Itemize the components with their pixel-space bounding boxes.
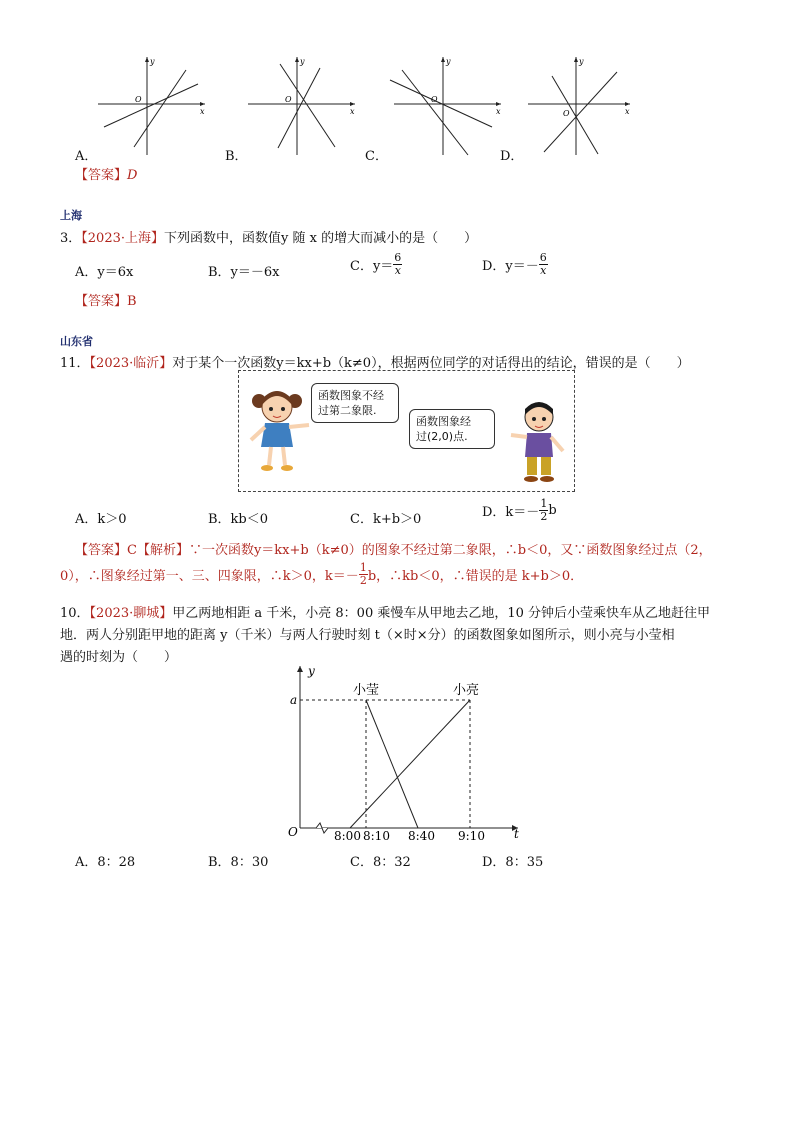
svg-text:x: x [200, 107, 205, 116]
t-axis-label: t [514, 827, 519, 841]
graph-d [528, 57, 630, 155]
q11-answer-line2: 0），∴图象经过第一、三、四象限，∴k＞0，k＝－ $\frac{1}{2}$ b，∴kb＜0，∴错误的是 k+b＞0． [60, 561, 584, 587]
q10-stem-line1: 10．【2023·聊城】甲乙两地相距 a 千米，小亮 8：00 乘慢车从甲地去乙地，10 分钟后小莹乘快车从乙地赶往甲 [60, 606, 711, 621]
q3-tag: 【2023·上海】 [81, 231, 164, 246]
section-heading-shandong: 山东省 [60, 335, 93, 348]
girl-speech-bubble: 函数图象不经 过第二象限. [311, 383, 399, 423]
answer-value: D [127, 168, 138, 183]
origin-label: O [288, 825, 298, 839]
svg-text:O: O [285, 95, 292, 104]
a-label: a [290, 693, 298, 707]
svg-text:x: x [350, 107, 355, 116]
q11-option-c: C．k+b＞0 [350, 512, 422, 527]
q10-option-b: B．8：30 [208, 855, 269, 870]
q3-option-d: D．y＝－ $\frac{6}{x}$ [482, 251, 547, 277]
answer-label: 【答案】 [75, 168, 128, 183]
q10-option-a: A．8：28 [75, 855, 136, 870]
graph-b [248, 57, 355, 155]
section-heading-shanghai: 上海 [60, 209, 82, 222]
q10-option-d: D．8：35 [482, 855, 544, 870]
graph-c [390, 57, 501, 155]
series-label-xiaoying: 小莹 [353, 683, 380, 698]
q10-stem-line2: 地．两人分别距甲地的距离 y（千米）与两人行驶时刻 t（×时×分）的函数图象如图所示，则小亮与小莹相 [60, 628, 675, 643]
graph-option-c-label: C． [365, 149, 388, 164]
tick-8-00: 8:00 [334, 829, 361, 843]
graph-option-d-label: D． [500, 149, 524, 164]
q3-option-c: C．y＝ $\frac{6}{x}$ [350, 251, 402, 277]
graph-option-b-label: B． [225, 149, 248, 164]
tick-8-40: 8:40 [408, 829, 435, 843]
svg-text:O: O [135, 95, 142, 104]
tick-8-10: 8:10 [363, 829, 390, 843]
distance-time-graph [280, 660, 530, 845]
svg-text:y: y [300, 57, 305, 66]
boy-speech-bubble: 函数图象经 过(2,0)点. [409, 409, 495, 449]
graph-option-a-label: A． [75, 149, 98, 164]
svg-text:O: O [431, 95, 438, 104]
series-label-xiaoliang: 小亮 [453, 683, 480, 698]
svg-text:y: y [150, 57, 155, 66]
graph-a [98, 57, 205, 155]
svg-text:O: O [563, 109, 570, 118]
svg-text:x: x [625, 107, 630, 116]
q11-option-a: A．k＞0 [75, 512, 127, 527]
q3-option-b: B．y＝－6x [208, 265, 280, 280]
q11-stem: 11．【2023·临沂】对于某个一次函数y＝kx+b（k≠0），根据两位同学的对话得出的结论，错误的是（ ） [60, 356, 690, 371]
q3-answer: 【答案】B [75, 294, 137, 309]
axis-break [316, 823, 328, 833]
q3-stem [60, 227, 477, 246]
q10-stem-line3: 遇的时刻为（ ） [60, 650, 178, 665]
q10-option-c: C．8：32 [350, 855, 411, 870]
boy-illustration [507, 399, 569, 485]
svg-text:y: y [579, 57, 584, 66]
q11-option-d: D．k＝－ $\frac{1}{2}$ b [482, 497, 557, 523]
q3-text: 下列函数中，函数值y 随 x 的增大而减小的是（ ） [164, 231, 478, 246]
q11-option-b: B．kb＜0 [208, 512, 269, 527]
tick-9-10: 9:10 [458, 829, 485, 843]
y-axis-label: y [308, 664, 315, 678]
q3-option-a: A．y＝6x [75, 265, 134, 280]
q11-answer-line1: 【答案】C【解析】∵一次函数y＝kx+b（k≠0）的图象不经过第二象限，∴b＜0，又∵函数图象经过点（2， [75, 543, 712, 558]
graph-answer [75, 164, 137, 183]
svg-text:x: x [496, 107, 501, 116]
q3-number: 3． [60, 231, 82, 246]
svg-text:y: y [446, 57, 451, 66]
dialogue-box [238, 370, 575, 492]
girl-illustration [249, 385, 311, 475]
